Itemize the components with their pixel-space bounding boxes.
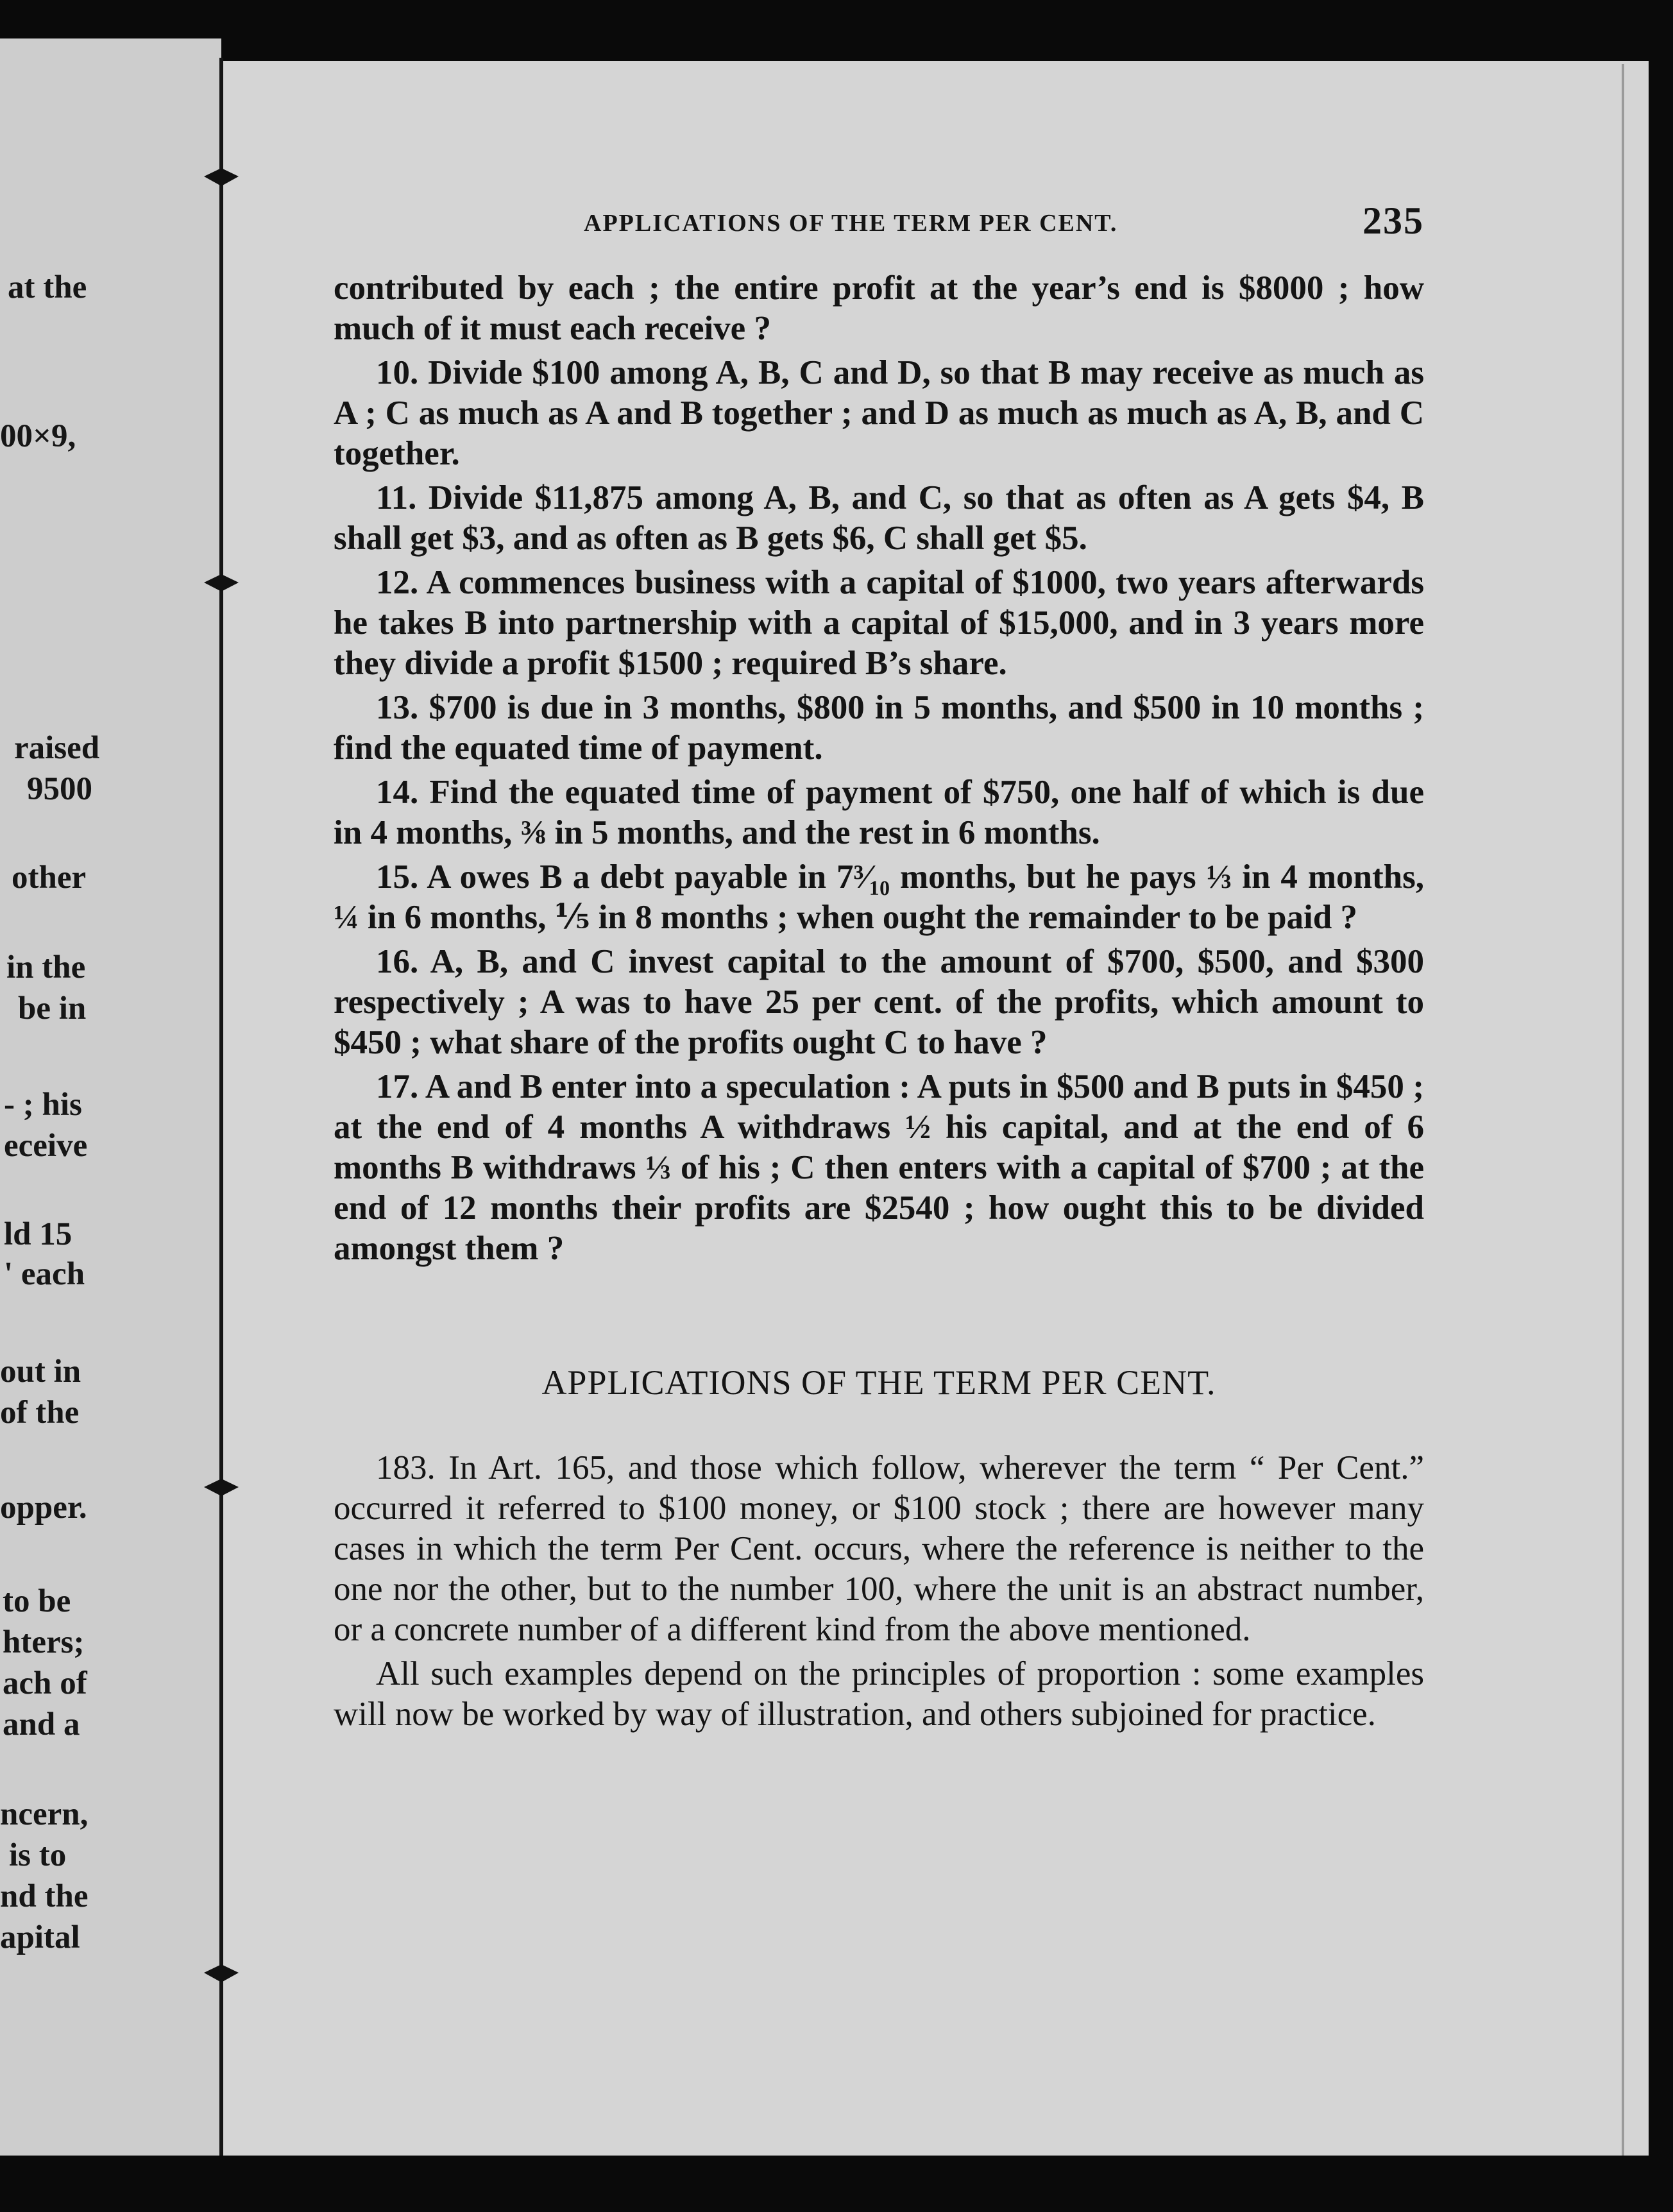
left-fragment-2: 00×9, <box>0 418 76 454</box>
page-body <box>334 268 1424 1739</box>
exercise-13: 13. $700 is due in 3 months, $800 in 5 months, and $500 in 10 months ; find the equated time of payment. <box>334 689 1424 767</box>
left-fragment-12: out in <box>0 1354 81 1390</box>
left-fragment-16: hters; <box>3 1624 85 1660</box>
left-fragment-21: nd the <box>0 1878 89 1914</box>
running-title: APPLICATIONS OF THE TERM PER CENT. <box>584 210 1118 237</box>
running-header <box>334 199 1424 244</box>
exercise-15: 15. A owes B a debt payable in 7³⁄₁₀ months, but he pays ⅓ in 4 months, ¼ in 6 months, ⅕ in 8 months ; when ought the remainder to be paid ? <box>334 858 1424 936</box>
article-183: 183. In Art. 165, and those which follow, wherever the term “ Per Cent.” occurred it referred to $100 money, or $100 stock ; there are however many cases in which the term Per Cent. occurs, where the reference is neither to the one nor the other, but to the number 100, where the unit is an abstract number, or a concrete number of a different kind from the above mentioned. <box>334 1449 1424 1648</box>
exercise-10: 10. Divide $100 among A, B, C and D, so that B may receive as much as A ; C as much as A and B together ; and D as much as much as A, B, and C together. <box>334 354 1424 472</box>
left-fragment-3: raised <box>14 730 100 766</box>
left-fragment-13: of the <box>0 1395 80 1431</box>
left-fragment-20: is to <box>9 1837 67 1873</box>
article-183-continued: All such examples depend on the principles of proportion : some examples will now be worked by way of illustration, and others subjoined for practice. <box>334 1655 1424 1733</box>
left-fragment-4: 9500 <box>27 771 92 807</box>
section-heading: APPLICATIONS OF THE TERM PER CENT. <box>541 1363 1216 1402</box>
exercise-16: 16. A, B, and C invest capital to the amount of $700, $500, and $300 respectively ; A was to have 25 per cent. of the profits, which amount to $450 ; what share of the profits ought C to have ? <box>334 943 1424 1061</box>
left-fragment-15: to be <box>3 1583 71 1619</box>
left-fragment-11: ' each <box>4 1256 85 1292</box>
left-fragment-10: ld 15 <box>4 1216 72 1252</box>
left-fragment-6: in the <box>6 949 86 985</box>
left-fragment-22: apital <box>0 1919 80 1955</box>
left-fragment-9: eceive <box>4 1128 88 1164</box>
paragraph-continuation: contributed by each ; the entire profit at the year’s end is $8000 ; how much of it must each receive ? <box>334 269 1424 347</box>
page-number: 235 <box>1363 200 1424 242</box>
left-fragment-1: at the <box>8 269 87 305</box>
exercise-17: 17. A and B enter into a speculation : A puts in $500 and B puts in $450 ; at the end of 4 months A withdraws ½ his capital, and at the end of 6 months B withdraws ⅓ of his ; C then enters with a capital of $700 ; at the end of 12 months their profits are $2540 ; how ought this to be divided amongst them ? <box>334 1068 1424 1267</box>
right-page <box>334 173 1424 2156</box>
exercise-11: 11. Divide $11,875 among A, B, and C, so that as often as A gets $4, B shall get $3, and as often as B gets $6, C shall get $5. <box>334 479 1424 557</box>
left-fragment-7: be in <box>18 991 87 1026</box>
left-fragment-18: and a <box>3 1706 80 1742</box>
exercise-12: 12. A commences business with a capital of $1000, two years afterwards he takes B into partnership with a capital of $15,000, and in 3 years more they divide a profit $1500 ; required B’s share. <box>334 564 1424 682</box>
exercise-14: 14. Find the equated time of payment of $750, one half of which is due in 4 months, ⅜ in 5 months, and the rest in 6 months. <box>334 774 1424 851</box>
left-fragment-5: other <box>12 860 87 896</box>
left-fragment-14: opper. <box>0 1490 87 1526</box>
left-fragment-19: ncern, <box>0 1796 89 1832</box>
left-fragment-17: ach of <box>3 1665 87 1701</box>
left-fragment-8: - ; his <box>4 1087 82 1123</box>
